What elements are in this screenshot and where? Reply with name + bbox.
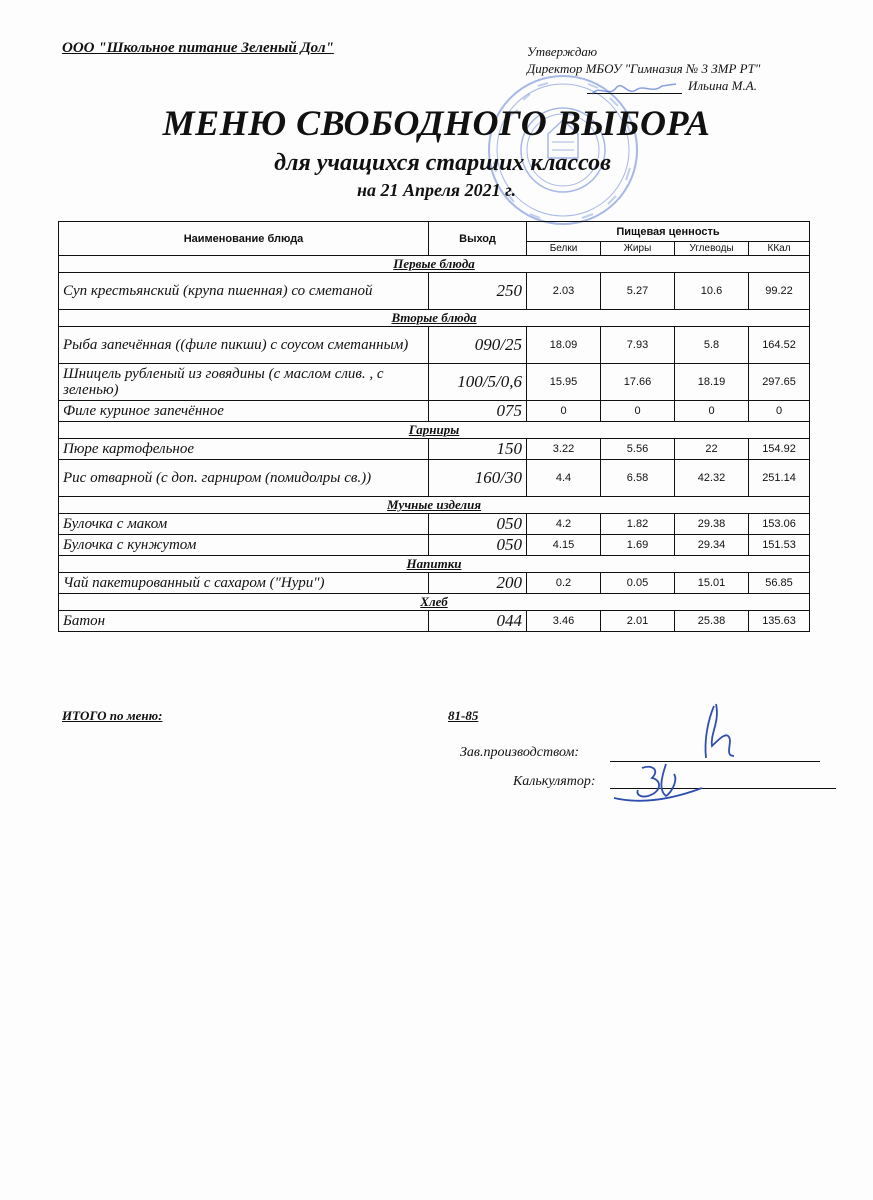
dish-output: 150	[429, 439, 527, 460]
table-row	[59, 401, 810, 422]
table-row	[59, 460, 810, 497]
dish-kcal: 151.53	[749, 535, 810, 556]
dish-name: Шницель рубленый из говядины (с маслом слив. , с зеленью)	[59, 364, 429, 401]
column-header-dish: Наименование блюда	[59, 222, 429, 256]
table-row	[59, 535, 810, 556]
dish-carbs: 5.8	[675, 327, 749, 364]
menu-date: на 21 Апреля 2021 г.	[357, 180, 516, 200]
document-subtitle: для учащихся старших классов	[274, 150, 611, 176]
calculator-signature	[610, 758, 710, 810]
table-row	[59, 573, 810, 594]
dish-carbs: 22	[675, 439, 749, 460]
dish-name: Батон	[59, 611, 429, 632]
dish-carbs: 10.6	[675, 273, 749, 310]
dish-name: Булочка с маком	[59, 514, 429, 535]
dish-protein: 0.2	[527, 573, 601, 594]
dish-output: 044	[429, 611, 527, 632]
dish-protein: 4.2	[527, 514, 601, 535]
dish-protein: 3.22	[527, 439, 601, 460]
column-header-nutrition: Пищевая ценность	[527, 222, 810, 242]
approver-position: Директор МБОУ "Гимназия № 3 ЗМР РТ"	[527, 61, 761, 76]
dish-kcal: 135.63	[749, 611, 810, 632]
table-row	[59, 514, 810, 535]
table-row	[59, 611, 810, 632]
category-row	[59, 556, 810, 573]
dish-fat: 5.56	[601, 439, 675, 460]
dish-kcal: 251.14	[749, 460, 810, 497]
dish-name: Рис отварной (с доп. гарниром (помидолры св.))	[59, 460, 429, 497]
approve-word: Утверждаю	[527, 44, 598, 59]
table-row	[59, 327, 810, 364]
table-row	[59, 439, 810, 460]
table-row	[59, 273, 810, 310]
dish-name: Чай пакетированный с сахаром ("Нури")	[59, 573, 429, 594]
column-header-fat: Жиры	[601, 242, 675, 256]
production-head-label: Зав.производством:	[460, 745, 580, 760]
dish-name: Суп крестьянский (крупа пшенная) со сметаной	[59, 273, 429, 310]
dish-fat: 1.82	[601, 514, 675, 535]
category-title: Вторые блюда	[391, 310, 477, 325]
dish-output: 050	[429, 514, 527, 535]
column-header-protein: Белки	[527, 242, 601, 256]
dish-fat: 5.27	[601, 273, 675, 310]
dish-kcal: 154.92	[749, 439, 810, 460]
dish-kcal: 297.65	[749, 364, 810, 401]
dish-carbs: 29.38	[675, 514, 749, 535]
category-title: Хлеб	[420, 594, 448, 609]
category-row	[59, 594, 810, 611]
menu-table	[58, 221, 810, 632]
calculator-label: Калькулятор:	[513, 774, 596, 789]
dish-protein: 3.46	[527, 611, 601, 632]
column-header-output: Выход	[429, 222, 527, 256]
dish-fat: 0	[601, 401, 675, 422]
organization-name: ООО "Школьное питание Зеленый Дол"	[62, 40, 334, 56]
approver-name: Ильина М.А.	[688, 78, 757, 93]
dish-carbs: 18.19	[675, 364, 749, 401]
dish-output: 050	[429, 535, 527, 556]
column-header-carbs: Углеводы	[675, 242, 749, 256]
dish-carbs: 0	[675, 401, 749, 422]
dish-output: 250	[429, 273, 527, 310]
dish-protein: 18.09	[527, 327, 601, 364]
dish-kcal: 164.52	[749, 327, 810, 364]
dish-fat: 1.69	[601, 535, 675, 556]
dish-kcal: 99.22	[749, 273, 810, 310]
category-title: Гарниры	[408, 422, 460, 437]
dish-carbs: 25.38	[675, 611, 749, 632]
dish-fat: 17.66	[601, 364, 675, 401]
dish-protein: 2.03	[527, 273, 601, 310]
dish-kcal: 56.85	[749, 573, 810, 594]
dish-name: Булочка с кунжутом	[59, 535, 429, 556]
category-row	[59, 256, 810, 273]
dish-protein: 0	[527, 401, 601, 422]
dish-carbs: 15.01	[675, 573, 749, 594]
dish-fat: 0.05	[601, 573, 675, 594]
dish-fat: 7.93	[601, 327, 675, 364]
dish-protein: 4.4	[527, 460, 601, 497]
column-header-kcal: ККал	[749, 242, 810, 256]
director-signature	[590, 76, 680, 102]
production-head-signature	[690, 700, 750, 762]
category-title: Первые блюда	[393, 256, 475, 271]
table-row	[59, 364, 810, 401]
total-label: ИТОГО по меню:	[62, 708, 163, 723]
dish-carbs: 42.32	[675, 460, 749, 497]
document-title: МЕНЮ СВОБОДНОГО ВЫБОРА	[162, 103, 711, 143]
dish-kcal: 0	[749, 401, 810, 422]
dish-fat: 2.01	[601, 611, 675, 632]
dish-carbs: 29.34	[675, 535, 749, 556]
dish-output: 090/25	[429, 327, 527, 364]
dish-name: Филе куриное запечённое	[59, 401, 429, 422]
category-title: Напитки	[406, 556, 462, 571]
category-row	[59, 497, 810, 514]
dish-name: Пюре картофельное	[59, 439, 429, 460]
dish-fat: 6.58	[601, 460, 675, 497]
dish-kcal: 153.06	[749, 514, 810, 535]
dish-output: 075	[429, 401, 527, 422]
dish-name: Рыба запечённая ((филе пикши) с соусом сметанным)	[59, 327, 429, 364]
dish-output: 160/30	[429, 460, 527, 497]
dish-protein: 15.95	[527, 364, 601, 401]
total-value: 81-85	[448, 708, 479, 723]
category-title: Мучные изделия	[387, 497, 482, 512]
category-row	[59, 310, 810, 327]
dish-protein: 4.15	[527, 535, 601, 556]
dish-output: 100/5/0,6	[429, 364, 527, 401]
dish-output: 200	[429, 573, 527, 594]
category-row	[59, 422, 810, 439]
